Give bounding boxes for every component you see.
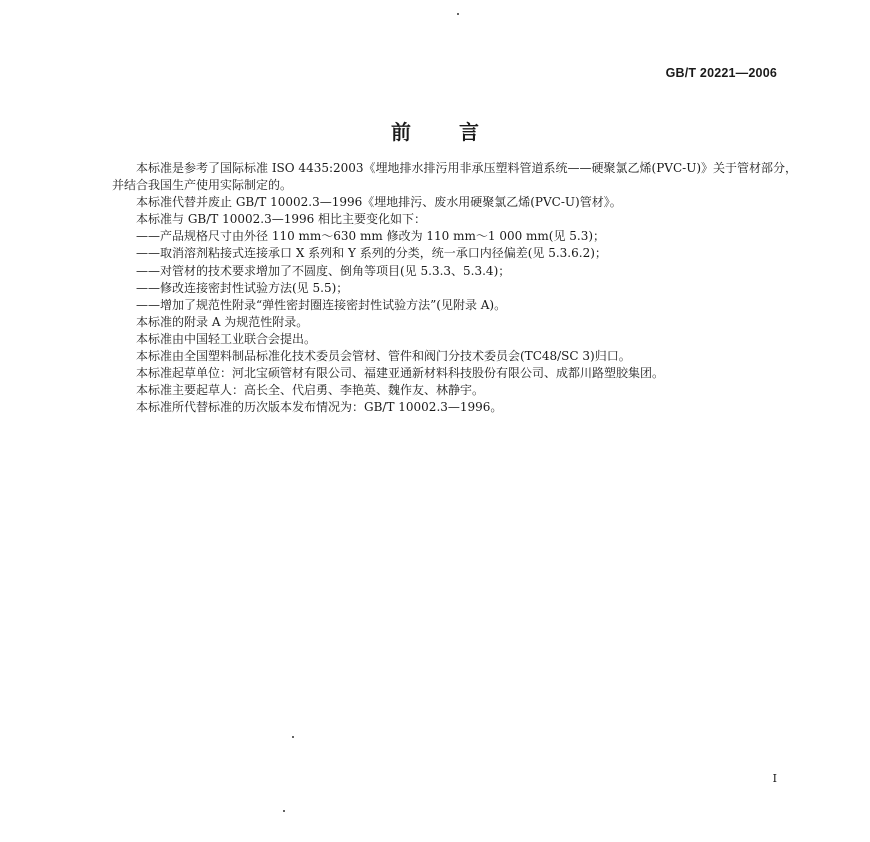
paragraph-drafting-units: 本标准起草单位：河北宝硕管材有限公司、福建亚通新材料科技股份有限公司、成都川路塑胶集团。 <box>136 366 665 381</box>
paragraph-proposed-by: 本标准由中国轻工业联合会提出。 <box>136 331 317 346</box>
paragraph-replaces: 本标准代替并废止 GB/T 10002.3—1996《埋地排污、废水用硬聚氯乙烯(PVC-U)管材》。 <box>136 195 622 210</box>
paragraph-history: 本标准所代替标准的历次版本发布情况为：GB/T 10002.3—1996。 <box>136 400 503 415</box>
change-item: ——增加了规范性附录“弹性密封圈连接密封性试验方法”(见附录 A)。 <box>136 297 507 312</box>
section-title: 前言 <box>391 120 527 144</box>
change-item: ——取消溶剂粘接式连接承口 X 系列和 Y 系列的分类，统一承口内径偏差(见 5.3.6.2)； <box>136 246 607 261</box>
scan-speck <box>457 13 459 15</box>
change-item: ——修改连接密封性试验方法(见 5.5)； <box>136 280 349 295</box>
foreword-body <box>112 160 800 416</box>
page-number: I <box>772 772 777 785</box>
scan-speck <box>292 736 294 738</box>
paragraph-annex: 本标准的附录 A 为规范性附录。 <box>136 314 309 329</box>
paragraph-basis: 本标准是参考了国际标准 ISO 4435:2003《埋地排水排污用非承压塑料管道系统——硬聚氯乙烯(PVC-U)》关于管材部分，并结合我国生产使用实际制定的。 <box>112 161 798 193</box>
paragraph-drafters: 本标准主要起草人：高长全、代启勇、李艳英、魏作友、林静宇。 <box>136 383 485 398</box>
change-item: ——对管材的技术要求增加了不圆度、倒角等项目(见 5.3.3、5.3.4)； <box>136 263 511 278</box>
change-item: ——产品规格尺寸由外径 110 mm～630 mm 修改为 110 mm～1 000 mm(见 5.3)； <box>136 229 606 244</box>
scan-speck <box>283 810 285 812</box>
paragraph-changes-intro: 本标准与 GB/T 10002.3—1996 相比主要变化如下： <box>136 212 427 227</box>
paragraph-centralized-by: 本标准由全国塑料制品标准化技术委员会管材、管件和阀门分技术委员会(TC48/SC 3)归口。 <box>136 349 631 364</box>
standard-code: GB/T 20221—2006 <box>665 66 777 80</box>
